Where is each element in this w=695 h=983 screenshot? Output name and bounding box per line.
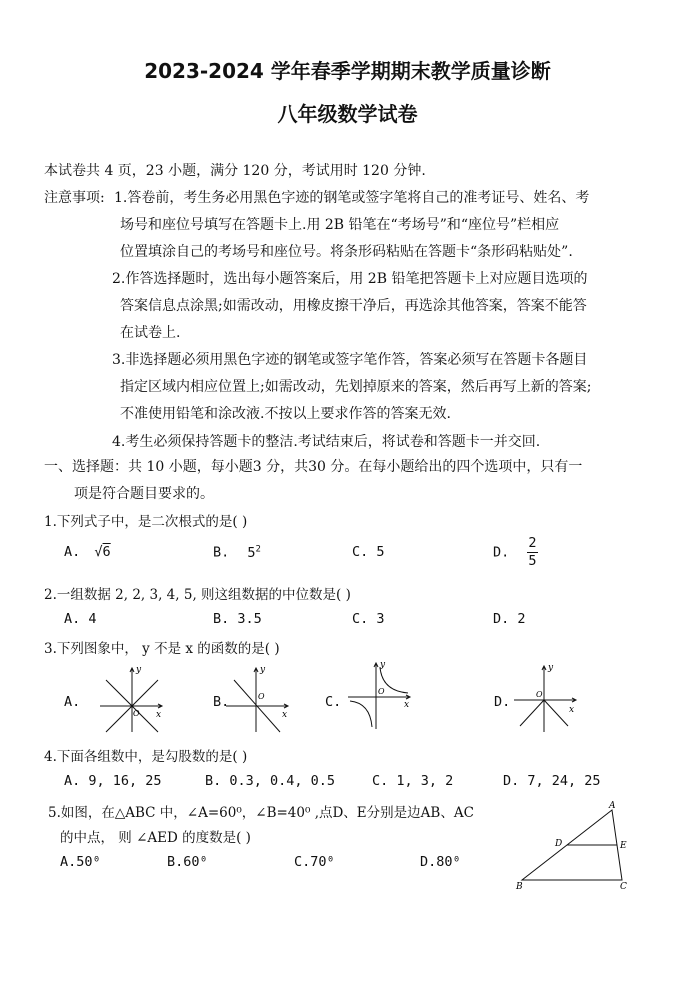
section-heading-cont: 项是符合题目要求的。 (74, 486, 214, 502)
section-heading: 一、选择题：共 10 小题，每小题3 分，共30 分。在每小题给出的四个选项中，只有一 (44, 459, 583, 475)
question-1-stem: 1.下列式子中，是二次根式的是( ) (44, 514, 248, 530)
q3-option-a: A. (64, 694, 81, 710)
q1-option-a: A. √6 (64, 544, 111, 560)
origin-label: O (536, 690, 543, 699)
midpoint-e-label: E (620, 841, 627, 851)
question-5-stem-cont: 的中点， 则 ∠AED 的度数是( ) (60, 830, 251, 846)
axis-x-label: x (156, 710, 162, 720)
axis-x-label: x (282, 710, 288, 720)
q3-option-d: D. (494, 694, 511, 710)
notice-line: 4.考生必须保持答题卡的整洁.考试结束后，将试卷和答题卡一并交回. (112, 434, 541, 450)
question-4-stem: 4.下面各组数中，是勾股数的是( ) (44, 749, 248, 765)
notice-line: 不准使用铅笔和涂改液.不按以上要求作答的答案无效. (120, 406, 451, 422)
axis-y-label: y (548, 663, 554, 673)
axis-y-label: y (380, 660, 386, 670)
question-3-stem: 3.下列图象中， y 不是 x 的函数的是( ) (44, 641, 280, 657)
q3-graph-c (346, 661, 416, 731)
exam-subtitle: 八年级数学试卷 (277, 102, 418, 126)
origin-label: O (378, 687, 385, 696)
q3-graph-a (100, 664, 170, 734)
q5-option-c: C.70⁰ (294, 854, 335, 870)
q1-option-b: B. $5^2$ (213, 544, 261, 561)
q2-option-a: A. 4 (64, 611, 97, 627)
notice-line: 答案信息点涂黑;如需改动，用橡皮擦干净后，再选涂其他答案，答案不能答 (120, 298, 587, 314)
axis-x-label: x (404, 700, 410, 710)
notice-line: 指定区域内相应位置上;如需改动，先划掉原来的答案，然后再写上新的答案; (120, 379, 592, 395)
notice-line: 1.答卷前，考生务必用黑色字迹的钢笔或签字笔将自己的准考证号、姓名、考 (114, 190, 590, 206)
q5-option-d: D.80⁰ (420, 854, 461, 870)
notice-line: 3.非选择题必须用黑色字迹的钢笔或签字笔作答，答案必须写在答题卡各题目 (112, 352, 588, 368)
notice-line: 在试卷上. (120, 325, 181, 341)
vertex-b-label: B (516, 882, 523, 892)
vertex-a-label: A (609, 801, 616, 811)
q1-option-c: C. 5 (352, 544, 385, 560)
axis-y-label: y (260, 665, 266, 675)
notice-line: 位置填涂自己的考场号和座位号。将条形码粘贴在答题卡“条形码粘贴处”. (120, 244, 573, 260)
q3-option-b: B. (213, 694, 230, 710)
question-2-stem: 2.一组数据 2, 2, 3, 4, 5, 则这组数据的中位数是( ) (44, 587, 351, 603)
origin-label: O (133, 709, 140, 718)
q1-option-d: D. $\frac{2}{5}$ (493, 535, 537, 569)
q5-option-b: B.60⁰ (167, 854, 208, 870)
q4-option-c: C. 1, 3, 2 (372, 773, 454, 789)
axis-y-label: y (136, 665, 142, 675)
q4-option-d: D. 7, 24, 25 (503, 773, 601, 789)
vertex-c-label: C (620, 882, 627, 892)
notice-label: 注意事项: (44, 190, 105, 206)
exam-title: 2023-2024 学年春季学期期末教学质量诊断 (144, 59, 551, 83)
q5-triangle-figure (512, 800, 642, 890)
q3-option-c: C. (325, 694, 342, 710)
notice-line: 2.作答选择题时，选出每小题答案后，用 2B 铅笔把答题卡上对应题目选项的 (112, 271, 588, 287)
origin-label: O (258, 692, 265, 701)
notice-line: 场号和座位号填写在答题卡上.用 2B 铅笔在“考场号”和“座位号”栏相应 (120, 217, 560, 233)
q4-option-a: A. 9, 16, 25 (64, 773, 162, 789)
q2-option-b: B. 3.5 (213, 611, 262, 627)
q5-option-a: A.50⁰ (60, 854, 101, 870)
q3-graph-b (226, 664, 296, 734)
q2-option-c: C. 3 (352, 611, 385, 627)
axis-x-label: x (569, 705, 575, 715)
q4-option-b: B. 0.3, 0.4, 0.5 (205, 773, 336, 789)
exam-intro: 本试卷共 4 页，23 小题，满分 120 分，考试用时 120 分钟. (44, 163, 426, 179)
midpoint-d-label: D (555, 839, 563, 849)
question-5-stem: 5.如图，在△ABC 中，∠A=60⁰，∠B=40⁰ ,点D、E分别是边AB、AC (48, 805, 474, 821)
q2-option-d: D. 2 (493, 611, 526, 627)
q3-graph-d (512, 664, 582, 734)
